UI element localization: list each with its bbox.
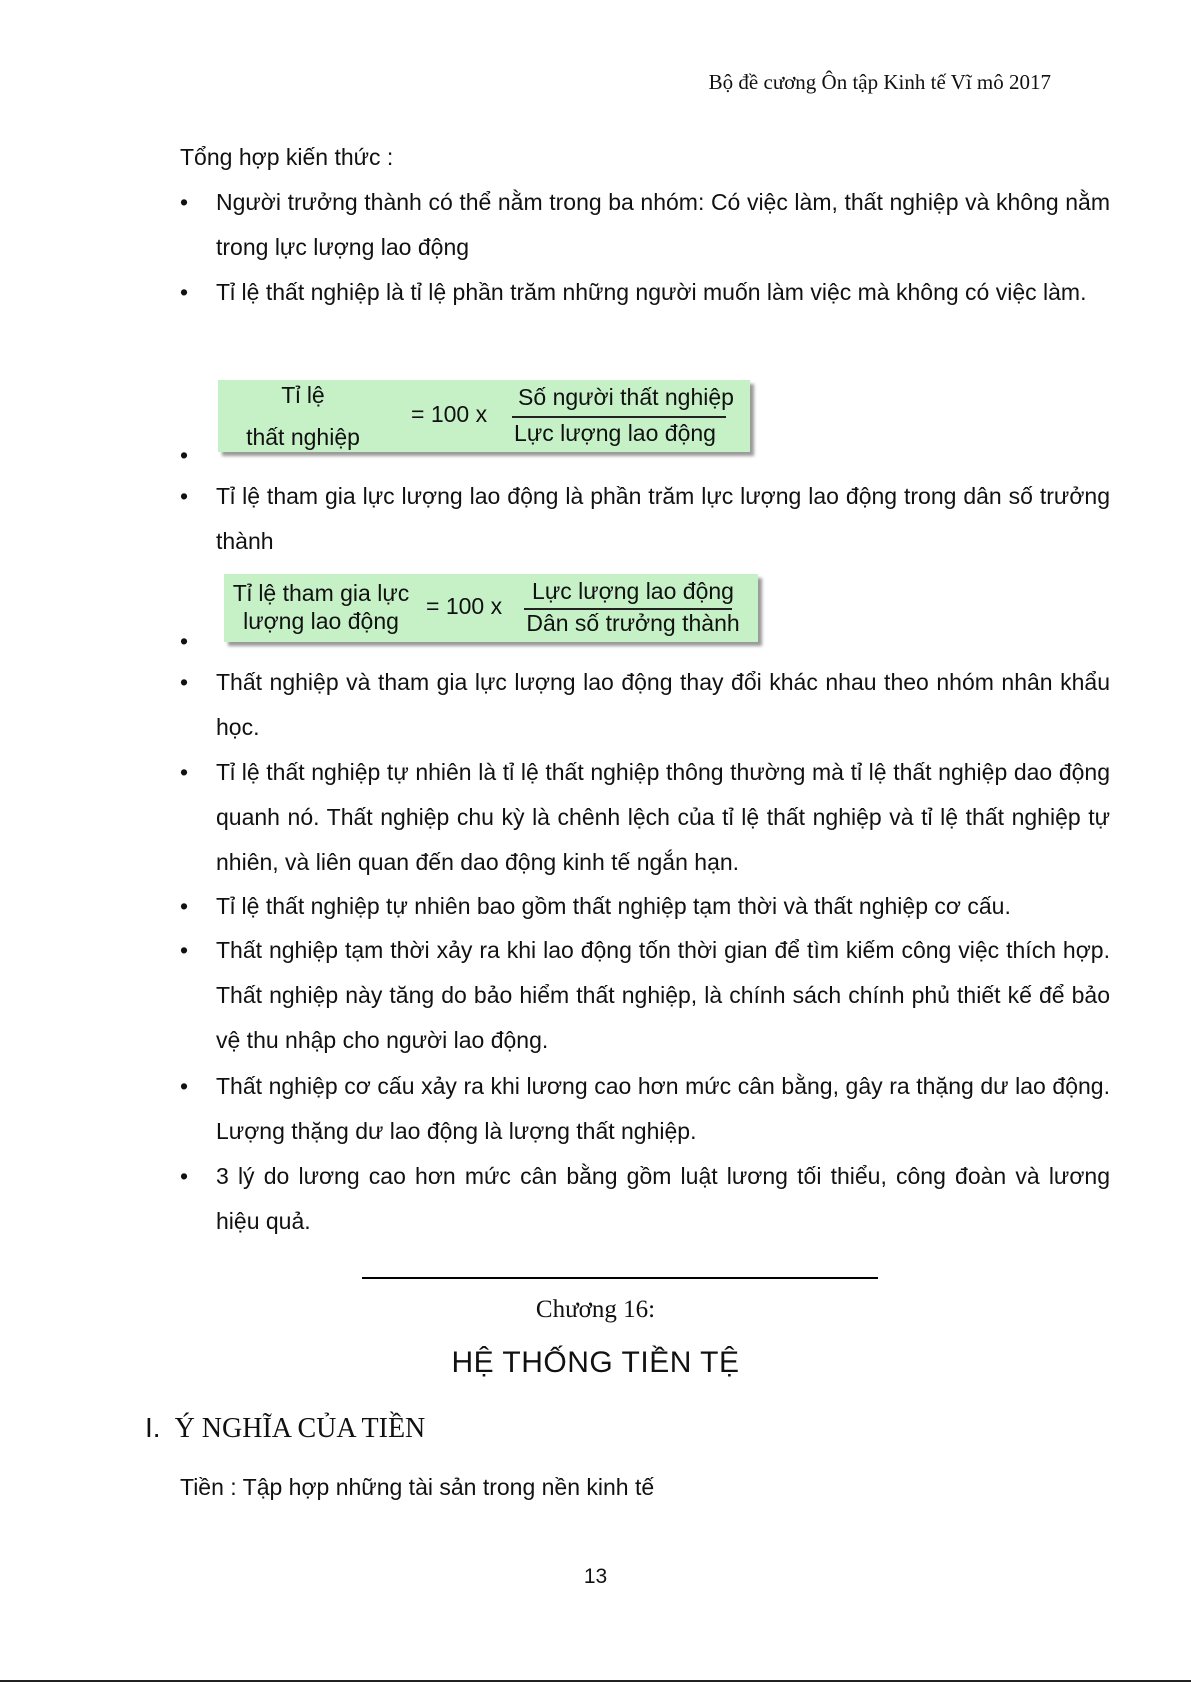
fraction-bar (512, 416, 726, 418)
formula-denominator: Dân số trưởng thành (526, 610, 740, 636)
section-number: I. (145, 1412, 161, 1443)
page-bottom-edge (0, 1680, 1191, 1682)
list-item-text: Thất nghiệp và tham gia lực lượng lao động thay đổi khác nhau theo nhóm nhân khẩu học. (216, 669, 1110, 740)
list-item-text: 3 lý do lương cao hơn mức cân bằng gồm luật lương tối thiểu, công đoàn và lương hiệu quả. (216, 1163, 1110, 1234)
bullet-marker: • (180, 442, 189, 468)
bullet-marker: • (180, 893, 189, 919)
intro-heading: Tổng hợp kiến thức : (180, 144, 394, 170)
list-item-text: Tỉ lệ tham gia lực lượng lao động là phần trăm lực lượng lao động trong dân số trưởng thành (216, 483, 1110, 554)
list-item (180, 1154, 1110, 1244)
unemployment-rate-formula (218, 380, 750, 452)
bullet-marker: • (180, 483, 189, 509)
bullet-marker: • (180, 189, 189, 215)
formula-label-line1: Tỉ lệ (281, 382, 325, 408)
formula-numerator: Lực lượng lao động (532, 578, 734, 604)
bullet-marker: • (180, 1073, 189, 1099)
definition-text: Tiền : Tập hợp những tài sản trong nền kinh tế (180, 1474, 655, 1500)
formula-equals: = 100 x (411, 401, 488, 427)
formula-label-line2: thất nghiệp (246, 424, 360, 450)
list-item (180, 1064, 1110, 1154)
list-item-text: Tỉ lệ thất nghiệp tự nhiên bao gồm thất nghiệp tạm thời và thất nghiệp cơ cấu. (216, 893, 1011, 919)
section-heading (145, 1412, 425, 1445)
chapter-divider (362, 1277, 878, 1279)
formula-denominator: Lực lượng lao động (514, 420, 716, 446)
list-item-text: Thất nghiệp tạm thời xảy ra khi lao động tốn thời gian để tìm kiếm công việc thích hợp. Thất nghiệp này tăng do bảo hiểm thất nghiệp, là chính sách chính phủ thiết kế để bảo vệ thu nhập cho người lao động. (216, 937, 1110, 1053)
list-item-text: Thất nghiệp cơ cấu xảy ra khi lương cao hơn mức cân bằng, gây ra thặng dư lao động. Lượng thặng dư lao động là lượng thất nghiệp. (216, 1073, 1110, 1144)
bullet-marker: • (180, 628, 189, 654)
list-item (180, 474, 1110, 564)
list-item (180, 270, 1110, 315)
list-item (180, 928, 1110, 1063)
list-item (180, 750, 1110, 885)
formula-equals: = 100 x (426, 593, 503, 619)
running-header: Bộ đề cương Ôn tập Kinh tế Vĩ mô 2017 (708, 70, 1051, 94)
chapter-label: Chương 16: (535, 1296, 656, 1323)
list-item-text: Tỉ lệ thất nghiệp tự nhiên là tỉ lệ thất nghiệp thông thường mà tỉ lệ thất nghiệp dao động quanh nó. Thất nghiệp chu kỳ là chênh lệch của tỉ lệ thất nghiệp và tỉ lệ thất nghiệp tự nhiên, và liên quan đến dao động kinh tế ngắn hạn. (216, 759, 1110, 875)
chapter-title: HỆ THỐNG TIỀN TỆ (451, 1346, 740, 1379)
list-item-text: Tỉ lệ thất nghiệp là tỉ lệ phần trăm những người muốn làm việc mà không có việc làm. (216, 279, 1087, 305)
labor-force-participation-formula (224, 574, 758, 642)
bullet-marker: • (180, 1163, 189, 1189)
list-item (180, 660, 1110, 750)
formula-label-line2: lượng lao động (243, 608, 399, 634)
bullet-marker: • (180, 279, 189, 305)
bullet-marker: • (180, 937, 189, 963)
formula-label-line1: Tỉ lệ tham gia lực (232, 580, 410, 606)
formula-numerator: Số người thất nghiệp (518, 384, 734, 410)
list-item-text: Người trưởng thành có thể nằm trong ba nhóm: Có việc làm, thất nghiệp và không nằm trong lực lượng lao động (216, 189, 1110, 260)
bullet-marker: • (180, 669, 189, 695)
page-number: 13 (583, 1565, 608, 1588)
bullet-marker: • (180, 759, 189, 785)
list-item (180, 180, 1110, 270)
section-title: Ý NGHĨA CỦA TIỀN (174, 1413, 426, 1444)
list-item (180, 884, 1110, 929)
